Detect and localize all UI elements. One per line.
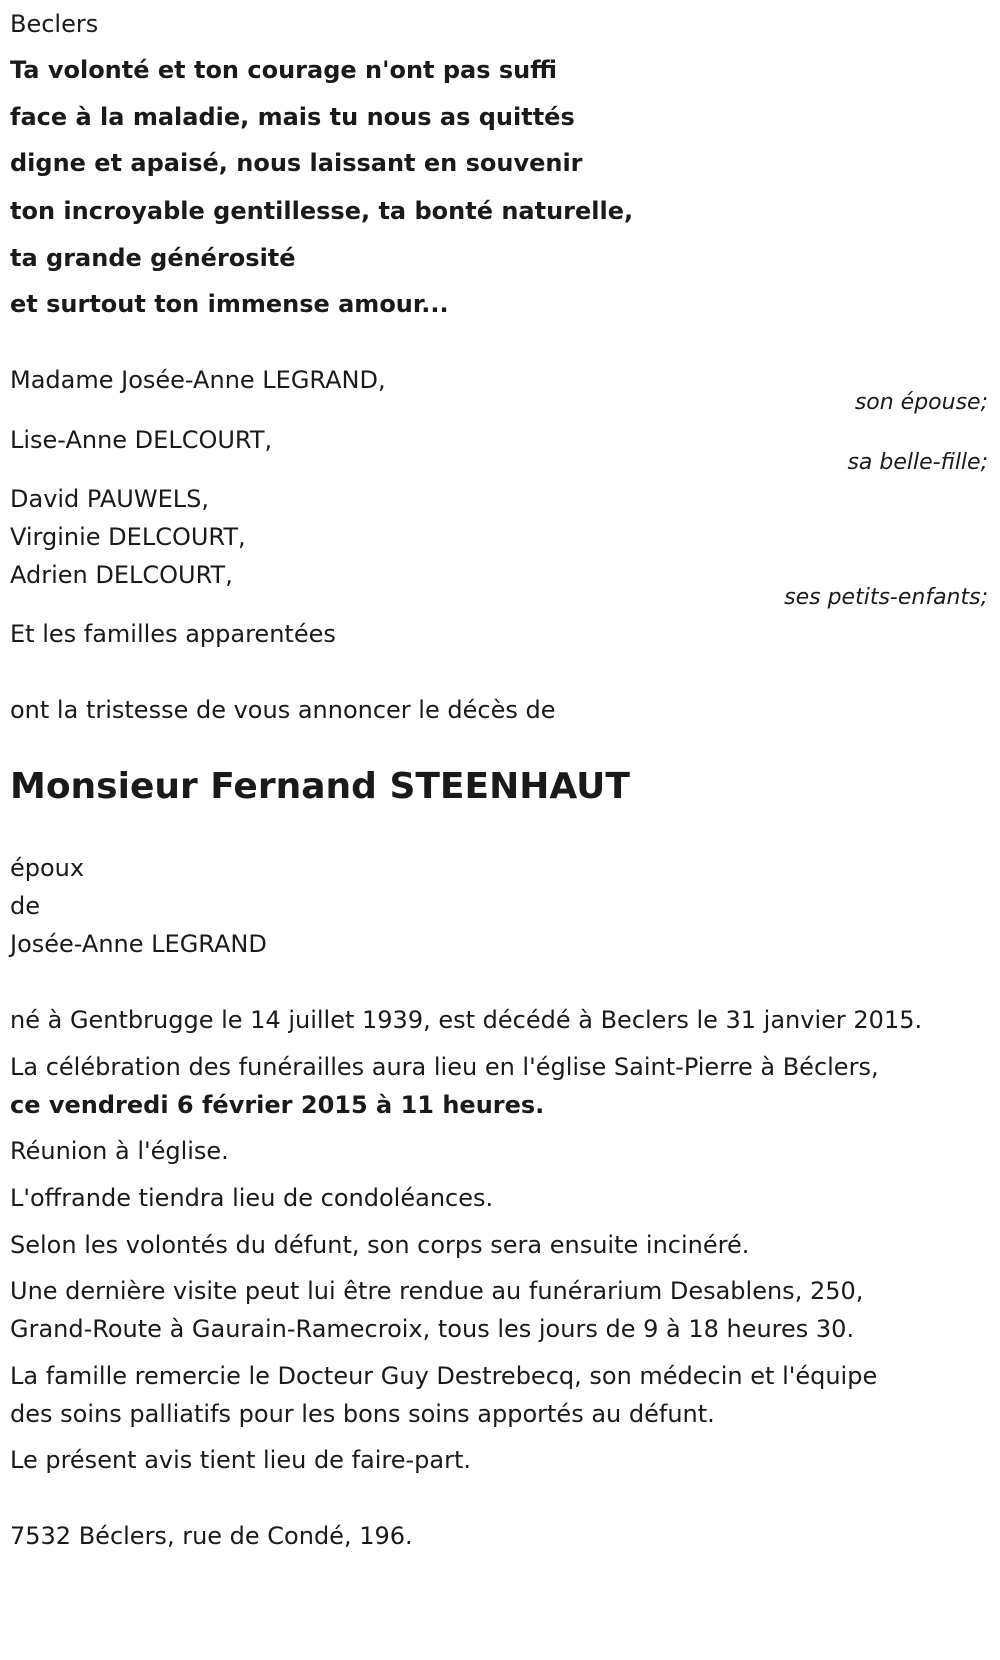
- thanks-line: des soins palliatifs pour les bons soins apportés au défunt.: [10, 1400, 715, 1428]
- poem-line: digne et apaisé, nous laissant en souvenir: [10, 149, 583, 177]
- spouse-line: Josée-Anne LEGRAND: [10, 930, 267, 958]
- stepdaughter-name: Lise-Anne DELCOURT,: [10, 426, 273, 454]
- poem-line: Ta volonté et ton courage n'ont pas suffi: [10, 56, 558, 84]
- announcement-intro: ont la tristesse de vous annoncer le décès de: [10, 696, 556, 724]
- poem-line: ton incroyable gentillesse, ta bonté naturelle,: [10, 197, 634, 225]
- spouse-line: époux: [10, 854, 85, 882]
- notice-line: Le présent avis tient lieu de faire-part.: [10, 1446, 472, 1474]
- poem-line: et surtout ton immense amour...: [10, 290, 449, 318]
- grandchild-name: Adrien DELCOURT,: [10, 561, 233, 589]
- wife-role: son épouse;: [854, 390, 988, 415]
- visit-line: Une dernière visite peut lui être rendue au funérarium Desablens, 250,: [10, 1277, 864, 1305]
- cremation-line: Selon les volontés du défunt, son corps sera ensuite incinéré.: [10, 1231, 750, 1259]
- funeral-line: La célébration des funérailles aura lieu en l'église Saint-Pierre à Béclers,: [10, 1053, 879, 1081]
- relatives-line: Et les familles apparentées: [10, 620, 336, 648]
- spouse-line: de: [10, 892, 40, 920]
- visit-line: Grand-Route à Gaurain-Ramecroix, tous les jours de 9 à 18 heures 30.: [10, 1315, 855, 1343]
- wife-name: Madame Josée-Anne LEGRAND,: [10, 366, 386, 394]
- grandchild-name: Virginie DELCOURT,: [10, 523, 246, 551]
- location-header: Beclers: [10, 10, 99, 38]
- grandchildren-role: ses petits-enfants;: [784, 585, 988, 610]
- grandchild-name: David PAUWELS,: [10, 485, 209, 513]
- stepdaughter-role: sa belle-fille;: [847, 450, 988, 475]
- poem-line: face à la maladie, mais tu nous as quittés: [10, 103, 575, 131]
- birth-death-line: né à Gentbrugge le 14 juillet 1939, est décédé à Beclers le 31 janvier 2015.: [10, 1006, 923, 1034]
- address-line: 7532 Béclers, rue de Condé, 196.: [10, 1522, 413, 1550]
- offering-line: L'offrande tiendra lieu de condoléances.: [10, 1184, 494, 1212]
- meeting-line: Réunion à l'église.: [10, 1137, 229, 1165]
- funeral-date-line: ce vendredi 6 février 2015 à 11 heures.: [10, 1091, 545, 1119]
- thanks-line: La famille remercie le Docteur Guy Destrebecq, son médecin et l'équipe: [10, 1362, 878, 1390]
- deceased-name: Monsieur Fernand STEENHAUT: [10, 766, 630, 807]
- poem-line: ta grande générosité: [10, 244, 296, 272]
